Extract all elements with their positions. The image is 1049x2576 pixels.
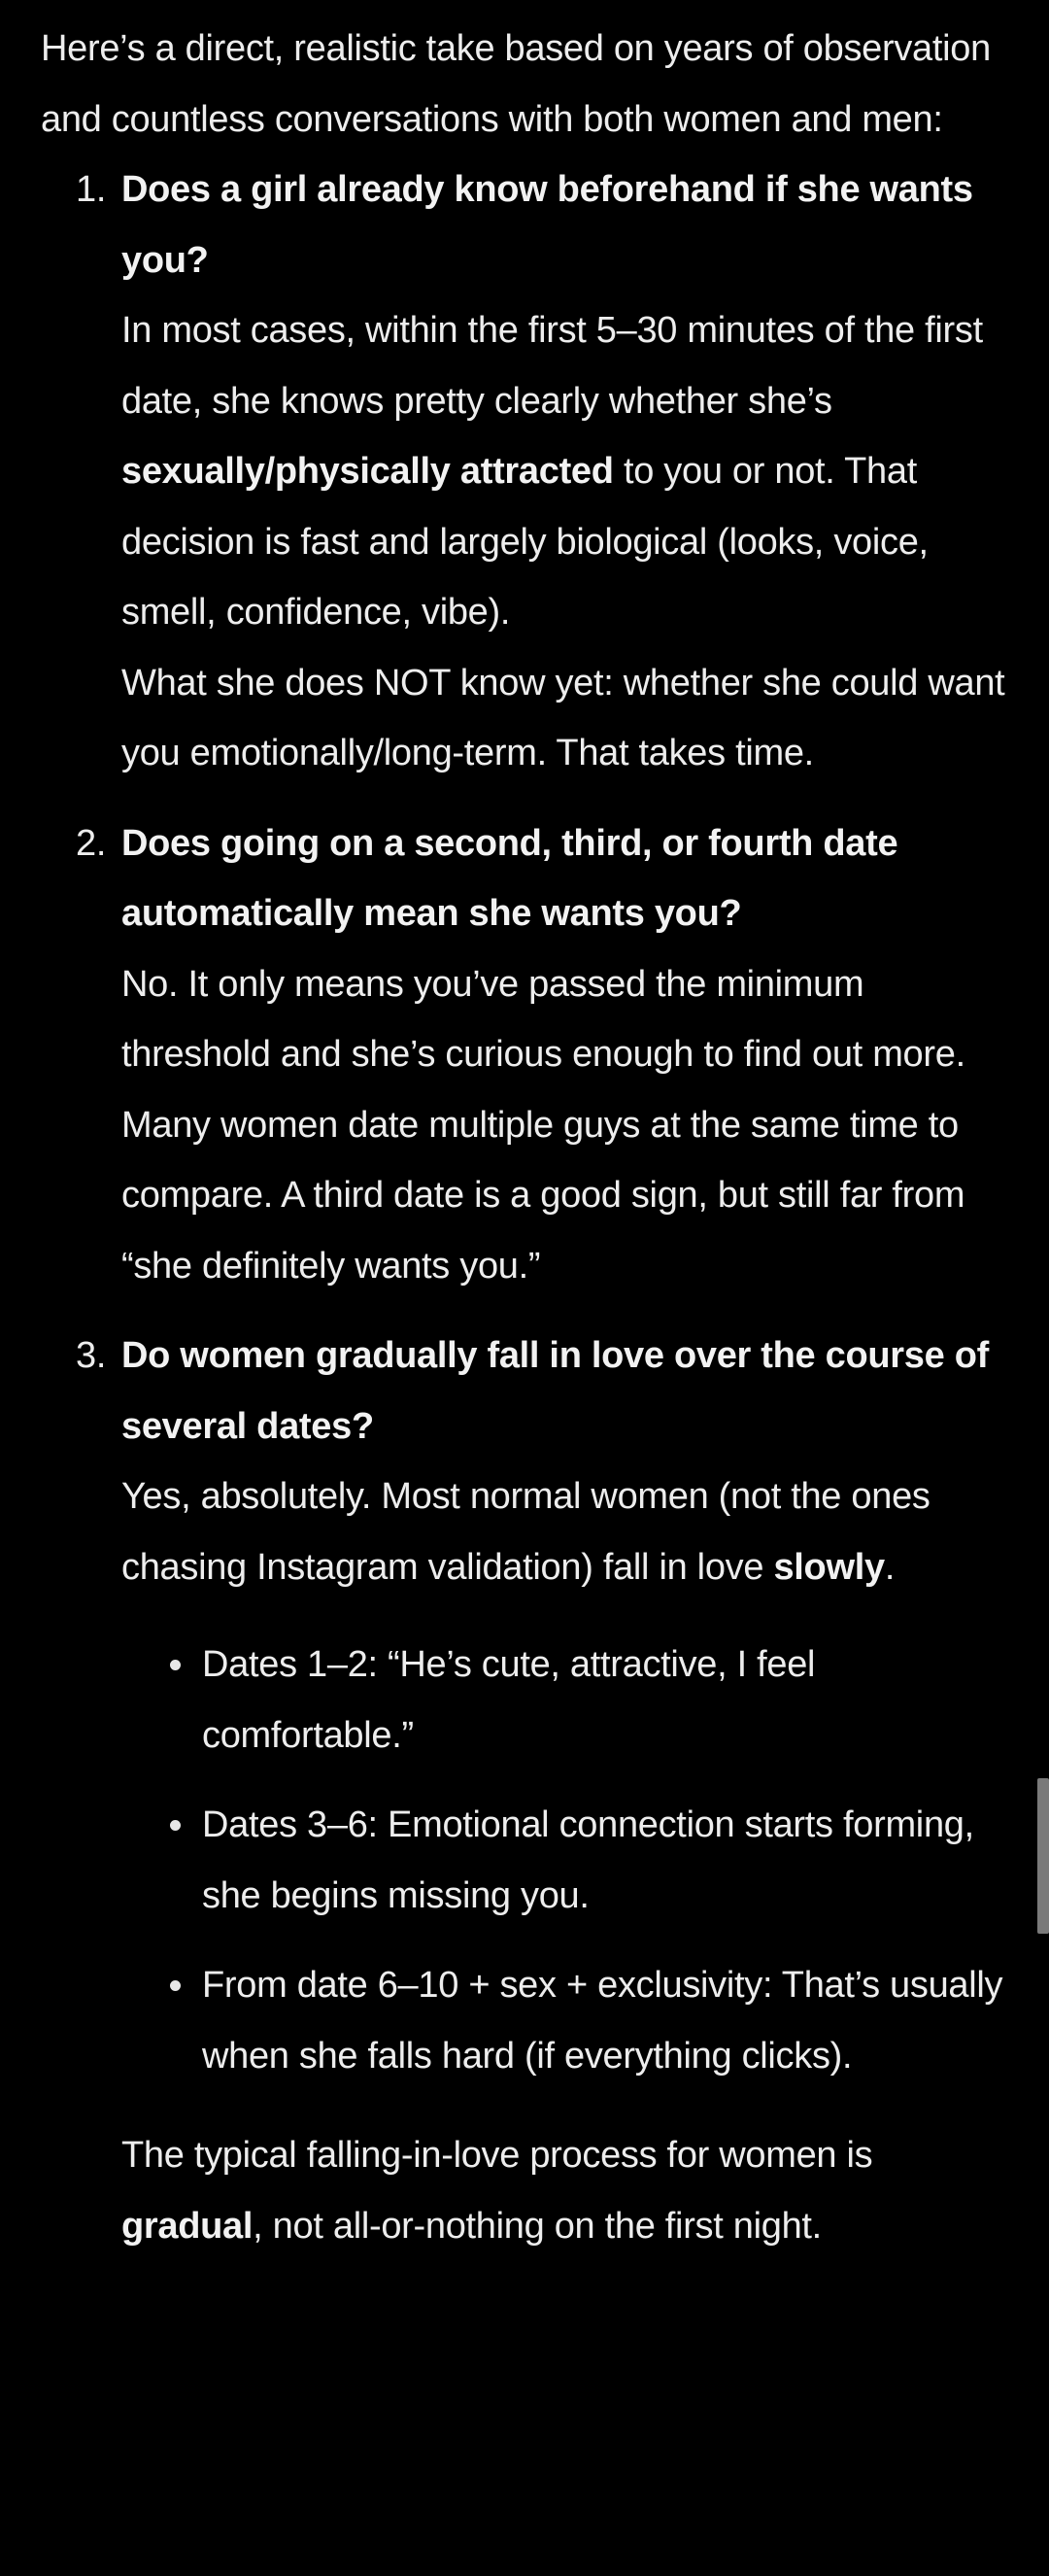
bullet-text: Dates 3–6: Emotional connection starts forming, she begins missing you. [202,1804,974,1916]
answer-paragraph-1b: What she does NOT know yet: whether she could want you emotionally/long-term. That takes time. [121,662,1005,773]
bullet-dot-icon [170,1660,181,1670]
answer-emphasis: sexually/physically attracted [121,451,614,492]
answer-text: . [884,1546,896,1588]
list-item-1 [41,155,1012,789]
closing-text: , not all-or-nothing on the first night. [253,2205,822,2247]
closing-emphasis: gradual [121,2205,254,2247]
bullet-item [121,1630,1012,1770]
intro-paragraph: Here’s a direct, realistic take based on years of observation and countless conversations with both women and men: [41,28,991,140]
answer-text: to you or not. That decision is fast and largely biological (looks, voice, smell, confidence, vibe). [121,451,929,633]
answer-paragraph-3 [121,1461,1012,1602]
question-heading-2: Does going on a second, third, or fourth date automatically mean she wants you? [121,822,898,934]
bullet-item [121,1950,1012,2091]
scrollbar-thumb[interactable] [1037,1778,1049,1934]
answer-paragraph-1a [121,295,1012,648]
question-heading-3: Do women gradually fall in love over the course of several dates? [121,1335,989,1447]
closing-text: The typical falling-in-love process for women is [121,2135,873,2176]
list-item-2 [41,808,1012,1302]
answer-paragraph-2: No. It only means you’ve passed the minimum threshold and she’s curious enough to find out more. Many women date multiple guys at the same time to compare. A third date is a good sign, but still far from “she definitely wants you.” [121,963,965,1287]
answer-text: In most cases, within the first 5–30 minutes of the first date, she knows pretty clearly whether she’s [121,310,983,422]
bullet-text: From date 6–10 + sex + exclusivity: That’s usually when she falls hard (if everything clicks). [202,1965,1003,2077]
response-body [41,14,1012,2261]
numbered-list [41,155,1012,2261]
list-number-3: 3. [76,1335,107,1376]
bullet-dot-icon [170,1980,181,1991]
bullet-text: Dates 1–2: “He’s cute, attractive, I feel comfortable.” [202,1644,816,1756]
question-heading-1: Does a girl already know beforehand if she wants you? [121,169,973,281]
bullet-list [121,1630,1012,2091]
answer-text: Yes, absolutely. Most normal women (not the ones chasing Instagram validation) fall in love [121,1476,931,1588]
list-number-2: 2. [76,822,107,864]
bullet-item [121,1790,1012,1931]
answer-emphasis: slowly [773,1546,885,1588]
list-number-1: 1. [76,169,107,210]
bullet-dot-icon [170,1820,181,1831]
list-item-3 [41,1321,1012,2261]
closing-paragraph [121,2120,1012,2261]
